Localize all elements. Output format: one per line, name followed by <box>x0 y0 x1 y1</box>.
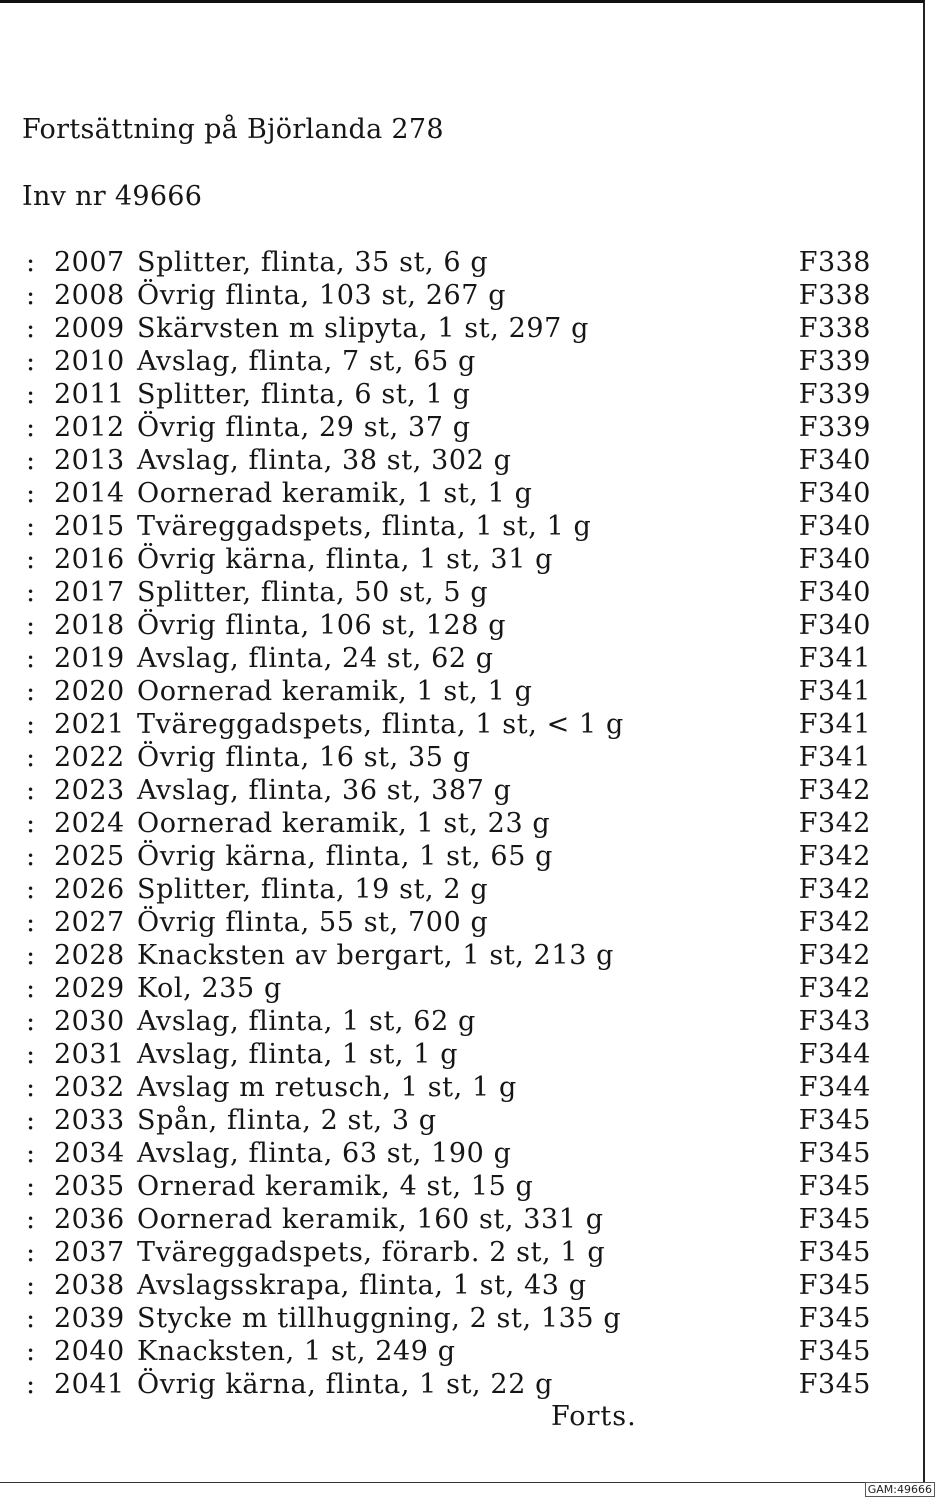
find-code: F345 <box>798 1336 871 1367</box>
list-item <box>26 279 871 312</box>
item-number: 2036 <box>54 1204 125 1235</box>
row-colon: : <box>26 379 36 410</box>
find-code: F341 <box>798 643 871 674</box>
item-description: Avslag, flinta, 1 st, 62 g <box>137 1006 476 1037</box>
item-number: 2018 <box>54 610 125 641</box>
row-colon: : <box>26 544 36 575</box>
row-colon: : <box>26 1039 36 1070</box>
list-item <box>26 1236 871 1269</box>
archive-stamp: GAM:49666 <box>865 1482 935 1497</box>
row-colon: : <box>26 1303 36 1334</box>
list-item <box>26 411 871 444</box>
item-description: Avslag m retusch, 1 st, 1 g <box>137 1072 517 1103</box>
find-code: F340 <box>798 610 871 641</box>
find-code: F342 <box>798 874 871 905</box>
item-number: 2039 <box>54 1303 125 1334</box>
item-description: Oornerad keramik, 1 st, 1 g <box>137 676 533 707</box>
list-item <box>26 675 871 708</box>
list-item <box>26 1203 871 1236</box>
row-colon: : <box>26 1270 36 1301</box>
item-number: 2017 <box>54 577 125 608</box>
item-number: 2015 <box>54 511 125 542</box>
item-number: 2012 <box>54 412 125 443</box>
item-description: Avslag, flinta, 63 st, 190 g <box>137 1138 512 1169</box>
item-description: Spån, flinta, 2 st, 3 g <box>137 1105 437 1136</box>
item-description: Skärvsten m slipyta, 1 st, 297 g <box>137 313 589 344</box>
item-description: Övrig flinta, 29 st, 37 g <box>137 412 471 443</box>
find-code: F340 <box>798 544 871 575</box>
find-code: F338 <box>798 280 871 311</box>
item-description: Knacksten, 1 st, 249 g <box>137 1336 456 1367</box>
row-colon: : <box>26 676 36 707</box>
item-description: Kol, 235 g <box>137 973 282 1004</box>
row-colon: : <box>26 346 36 377</box>
item-description: Ornerad keramik, 4 st, 15 g <box>137 1171 534 1202</box>
item-description: Stycke m tillhuggning, 2 st, 135 g <box>137 1303 622 1334</box>
find-code: F342 <box>798 973 871 1004</box>
item-number: 2023 <box>54 775 125 806</box>
row-colon: : <box>26 841 36 872</box>
row-colon: : <box>26 1336 36 1367</box>
find-code: F345 <box>798 1237 871 1268</box>
item-description: Avslagsskrapa, flinta, 1 st, 43 g <box>137 1270 587 1301</box>
list-item <box>26 1302 871 1335</box>
row-colon: : <box>26 874 36 905</box>
row-colon: : <box>26 775 36 806</box>
item-description: Övrig kärna, flinta, 1 st, 65 g <box>137 841 554 872</box>
item-number: 2037 <box>54 1237 125 1268</box>
item-description: Avslag, flinta, 24 st, 62 g <box>137 643 494 674</box>
row-colon: : <box>26 643 36 674</box>
item-number: 2013 <box>54 445 125 476</box>
row-colon: : <box>26 940 36 971</box>
row-colon: : <box>26 709 36 740</box>
find-code: F342 <box>798 775 871 806</box>
item-description: Övrig flinta, 16 st, 35 g <box>137 742 471 773</box>
item-number: 2028 <box>54 940 125 971</box>
item-description: Tväreggadspets, flinta, 1 st, 1 g <box>137 511 592 542</box>
list-item <box>26 741 871 774</box>
item-number: 2016 <box>54 544 125 575</box>
item-number: 2019 <box>54 643 125 674</box>
row-colon: : <box>26 907 36 938</box>
list-item <box>26 1038 871 1071</box>
list-item <box>26 1137 871 1170</box>
find-code: F340 <box>798 478 871 509</box>
find-code: F339 <box>798 412 871 443</box>
item-description: Avslag, flinta, 36 st, 387 g <box>137 775 512 806</box>
row-colon: : <box>26 1204 36 1235</box>
list-item <box>26 939 871 972</box>
row-colon: : <box>26 478 36 509</box>
item-description: Tväreggadspets, flinta, 1 st, < 1 g <box>137 709 624 740</box>
find-code: F338 <box>798 313 871 344</box>
find-code: F342 <box>798 940 871 971</box>
row-colon: : <box>26 1006 36 1037</box>
find-code: F343 <box>798 1006 871 1037</box>
item-description: Splitter, flinta, 35 st, 6 g <box>137 247 489 278</box>
page-title: Fortsättning på Björlanda 278 <box>22 114 444 145</box>
item-number: 2034 <box>54 1138 125 1169</box>
find-code: F341 <box>798 709 871 740</box>
find-code: F340 <box>798 511 871 542</box>
item-number: 2022 <box>54 742 125 773</box>
item-description: Oornerad keramik, 1 st, 1 g <box>137 478 533 509</box>
list-item <box>26 1335 871 1368</box>
row-colon: : <box>26 445 36 476</box>
item-number: 2038 <box>54 1270 125 1301</box>
row-colon: : <box>26 577 36 608</box>
list-item <box>26 477 871 510</box>
row-colon: : <box>26 973 36 1004</box>
list-item <box>26 543 871 576</box>
item-number: 2031 <box>54 1039 125 1070</box>
find-code: F345 <box>798 1303 871 1334</box>
find-code: F345 <box>798 1270 871 1301</box>
find-code: F344 <box>798 1039 871 1070</box>
item-number: 2020 <box>54 676 125 707</box>
item-number: 2024 <box>54 808 125 839</box>
item-description: Avslag, flinta, 7 st, 65 g <box>137 346 476 377</box>
item-number: 2035 <box>54 1171 125 1202</box>
item-description: Övrig flinta, 106 st, 128 g <box>137 610 507 641</box>
item-description: Övrig flinta, 103 st, 267 g <box>137 280 507 311</box>
list-item <box>26 312 871 345</box>
list-item <box>26 609 871 642</box>
catalog-list <box>26 246 871 1401</box>
item-description: Avslag, flinta, 1 st, 1 g <box>137 1039 459 1070</box>
list-item <box>26 642 871 675</box>
find-code: F339 <box>798 379 871 410</box>
row-colon: : <box>26 1171 36 1202</box>
item-description: Tväreggadspets, förarb. 2 st, 1 g <box>137 1237 606 1268</box>
row-colon: : <box>26 280 36 311</box>
row-colon: : <box>26 1369 36 1400</box>
list-item <box>26 972 871 1005</box>
item-description: Splitter, flinta, 19 st, 2 g <box>137 874 489 905</box>
item-number: 2027 <box>54 907 125 938</box>
item-number: 2025 <box>54 841 125 872</box>
item-description: Knacksten av bergart, 1 st, 213 g <box>137 940 615 971</box>
list-item <box>26 807 871 840</box>
row-colon: : <box>26 247 36 278</box>
find-code: F345 <box>798 1369 871 1400</box>
item-number: 2007 <box>54 247 125 278</box>
row-colon: : <box>26 412 36 443</box>
row-colon: : <box>26 742 36 773</box>
inventory-number: Inv nr 49666 <box>22 181 203 212</box>
row-colon: : <box>26 610 36 641</box>
find-code: F339 <box>798 346 871 377</box>
find-code: F338 <box>798 247 871 278</box>
list-item <box>26 1368 871 1401</box>
list-item <box>26 708 871 741</box>
find-code: F340 <box>798 445 871 476</box>
item-number: 2040 <box>54 1336 125 1367</box>
row-colon: : <box>26 1105 36 1136</box>
row-colon: : <box>26 1237 36 1268</box>
item-number: 2032 <box>54 1072 125 1103</box>
find-code: F344 <box>798 1072 871 1103</box>
item-description: Avslag, flinta, 38 st, 302 g <box>137 445 512 476</box>
item-number: 2010 <box>54 346 125 377</box>
list-item <box>26 576 871 609</box>
find-code: F340 <box>798 577 871 608</box>
list-item <box>26 840 871 873</box>
item-number: 2008 <box>54 280 125 311</box>
row-colon: : <box>26 808 36 839</box>
row-colon: : <box>26 1138 36 1169</box>
find-code: F345 <box>798 1171 871 1202</box>
list-item <box>26 1005 871 1038</box>
item-number: 2026 <box>54 874 125 905</box>
item-description: Övrig flinta, 55 st, 700 g <box>137 907 489 938</box>
list-item <box>26 1269 871 1302</box>
item-description: Oornerad keramik, 1 st, 23 g <box>137 808 551 839</box>
list-item <box>26 906 871 939</box>
item-number: 2009 <box>54 313 125 344</box>
item-description: Splitter, flinta, 50 st, 5 g <box>137 577 489 608</box>
list-item <box>26 510 871 543</box>
list-item <box>26 345 871 378</box>
item-number: 2021 <box>54 709 125 740</box>
item-description: Splitter, flinta, 6 st, 1 g <box>137 379 471 410</box>
find-code: F342 <box>798 907 871 938</box>
find-code: F345 <box>798 1105 871 1136</box>
item-number: 2030 <box>54 1006 125 1037</box>
item-description: Övrig kärna, flinta, 1 st, 22 g <box>137 1369 554 1400</box>
list-item <box>26 774 871 807</box>
find-code: F341 <box>798 742 871 773</box>
item-number: 2029 <box>54 973 125 1004</box>
list-item <box>26 873 871 906</box>
item-number: 2033 <box>54 1105 125 1136</box>
item-number: 2014 <box>54 478 125 509</box>
find-code: F341 <box>798 676 871 707</box>
item-number: 2041 <box>54 1369 125 1400</box>
find-code: F342 <box>798 808 871 839</box>
item-description: Oornerad keramik, 160 st, 331 g <box>137 1204 604 1235</box>
list-item <box>26 378 871 411</box>
row-colon: : <box>26 511 36 542</box>
item-number: 2011 <box>54 379 125 410</box>
row-colon: : <box>26 313 36 344</box>
list-item <box>26 1104 871 1137</box>
find-code: F345 <box>798 1204 871 1235</box>
continued-note: Forts. <box>551 1401 637 1432</box>
row-colon: : <box>26 1072 36 1103</box>
list-item <box>26 444 871 477</box>
find-code: F345 <box>798 1138 871 1169</box>
list-item <box>26 246 871 279</box>
item-description: Övrig kärna, flinta, 1 st, 31 g <box>137 544 554 575</box>
list-item <box>26 1170 871 1203</box>
list-item <box>26 1071 871 1104</box>
find-code: F342 <box>798 841 871 872</box>
